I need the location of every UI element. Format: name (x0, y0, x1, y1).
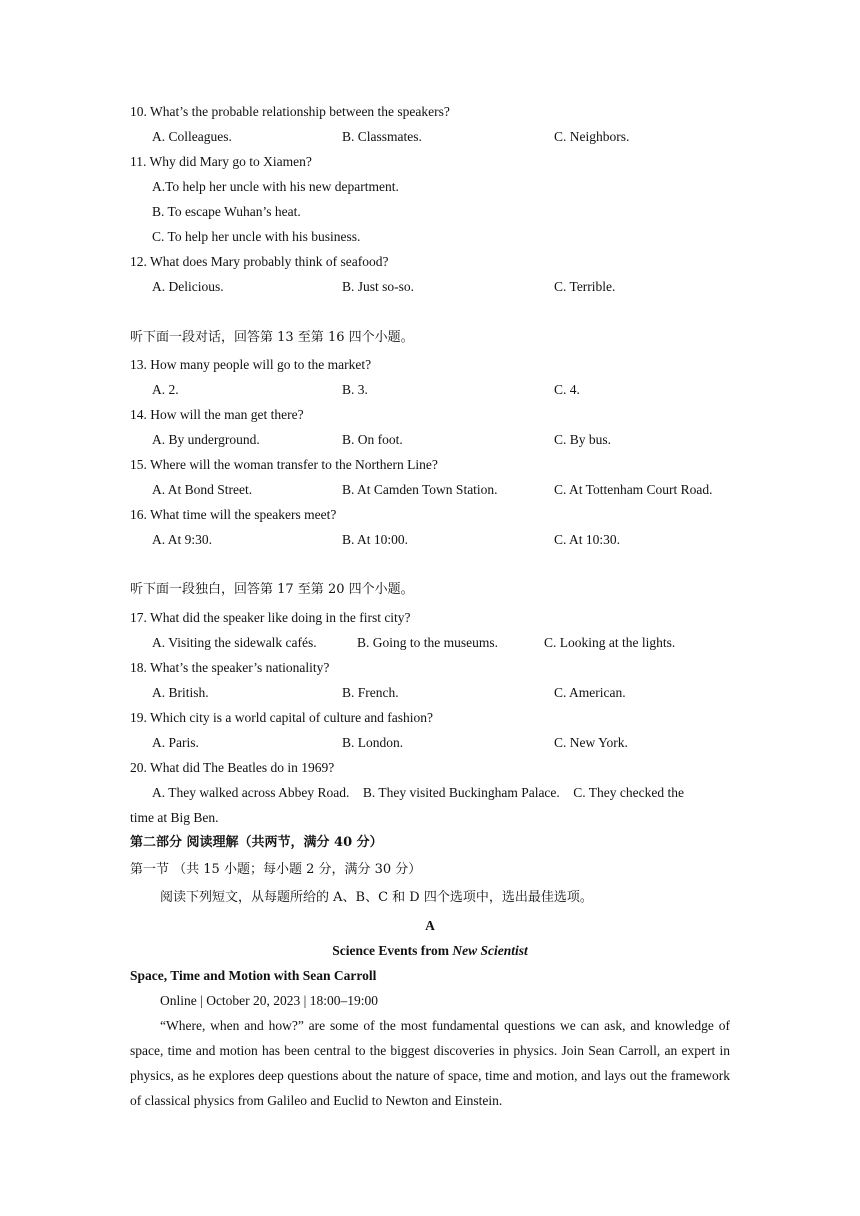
q15-option-c: C. At Tottenham Court Road. (554, 482, 713, 497)
q20-options-continuation: time at Big Ben. (130, 810, 219, 825)
q17-option-c: C. Looking at the lights. (544, 635, 676, 650)
q11-option-b: B. To escape Wuhan’s heat. (152, 204, 301, 219)
section-intro-13-16: 听下面一段对话，回答第 13 至第 16 四个小题。 (130, 330, 414, 345)
question-20: 20. What did The Beatles do in 1969? (130, 760, 335, 775)
passage-title-italic: New Scientist (452, 943, 528, 958)
q12-option-c: C. Terrible. (554, 279, 616, 294)
q18-option-c: C. American. (554, 685, 626, 700)
question-11: 11. Why did Mary go to Xiamen? (130, 154, 312, 169)
part-title: 第二部分 阅读理解（共两节，满分 40 分） (130, 835, 383, 850)
q19-option-b: B. London. (342, 735, 404, 750)
q13-option-c: C. 4. (554, 382, 580, 397)
question-18: 18. What’s the speaker’s nationality? (130, 660, 330, 675)
q15-option-b: B. At Camden Town Station. (342, 482, 498, 497)
q16-option-a: A. At 9:30. (152, 532, 213, 547)
event-info: Online | October 20, 2023 | 18:00–19:00 (160, 993, 379, 1008)
q10-option-b: B. Classmates. (342, 129, 422, 144)
q16-option-c: C. At 10:30. (554, 532, 621, 547)
passage-letter: A (425, 918, 435, 933)
q14-option-c: C. By bus. (554, 432, 612, 447)
q19-option-a: A. Paris. (152, 735, 199, 750)
question-13: 13. How many people will go to the market? (130, 357, 372, 372)
q17-option-a: A. Visiting the sidewalk cafés. (152, 635, 317, 650)
passage-title-prefix: Science Events from (332, 943, 453, 958)
event-title: Space, Time and Motion with Sean Carroll (130, 968, 377, 983)
q13-option-b: B. 3. (342, 382, 368, 397)
q19-option-c: C. New York. (554, 735, 628, 750)
q20-options-line: A. They walked across Abbey Road. B. They visited Buckingham Palace. C. They checked the (152, 785, 685, 800)
section-intro-17-20: 听下面一段独白，回答第 17 至第 20 四个小题。 (130, 582, 414, 597)
q14-option-a: A. By underground. (152, 432, 260, 447)
q13-option-a: A. 2. (152, 382, 179, 397)
passage-title (130, 942, 730, 960)
q14-option-b: B. On foot. (342, 432, 403, 447)
question-12: 12. What does Mary probably think of seafood? (130, 254, 389, 269)
q11-option-a: A.To help her uncle with his new department. (152, 179, 399, 194)
section-title: 第一节 （共 15 小题；每小题 2 分，满分 30 分） (130, 862, 422, 877)
question-14: 14. How will the man get there? (130, 407, 304, 422)
q18-option-b: B. French. (342, 685, 399, 700)
q11-option-c: C. To help her uncle with his business. (152, 229, 361, 244)
q16-option-b: B. At 10:00. (342, 532, 409, 547)
q17-option-b: B. Going to the museums. (357, 635, 498, 650)
question-17: 17. What did the speaker like doing in the first city? (130, 610, 411, 625)
question-10: 10. What’s the probable relationship between the speakers? (130, 104, 450, 119)
q10-option-a: A. Colleagues. (152, 129, 232, 144)
section-instruction: 阅读下列短文，从每题所给的 A、B、C 和 D 四个选项中，选出最佳选项。 (160, 890, 593, 905)
q12-option-a: A. Delicious. (152, 279, 224, 294)
q10-option-c: C. Neighbors. (554, 129, 630, 144)
question-16: 16. What time will the speakers meet? (130, 507, 337, 522)
q18-option-a: A. British. (152, 685, 209, 700)
question-19: 19. Which city is a world capital of culture and fashion? (130, 710, 434, 725)
q12-option-b: B. Just so-so. (342, 279, 415, 294)
q15-option-a: A. At Bond Street. (152, 482, 253, 497)
event-description: “Where, when and how?” are some of the most fundamental questions we can ask, and knowledge of space, time and motion has been central to the biggest discoveries in physics. Join Sean Carroll, an expert in physics, as he explores deep questions about the nature of space, time and motion, and lays out the framework of classical physics from Galileo and Euclid to Newton and Einstein. (130, 1018, 730, 1108)
question-15: 15. Where will the woman transfer to the Northern Line? (130, 457, 438, 472)
